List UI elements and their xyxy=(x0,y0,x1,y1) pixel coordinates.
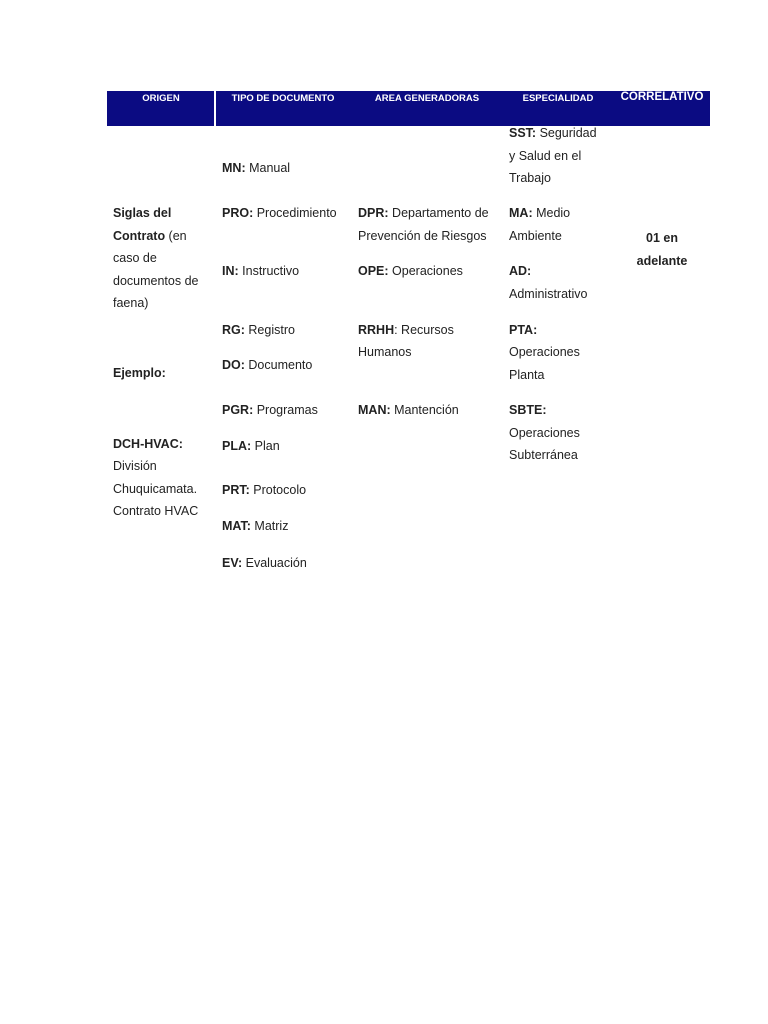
header-especialidad: ESPECIALIDAD xyxy=(522,93,594,104)
header-correlativo: CORRELATIVO xyxy=(620,91,704,103)
origen-siglas-line-4: documentos de xyxy=(113,274,199,288)
tipo-item-procedimiento: PRO: Procedimiento xyxy=(222,206,337,220)
area-item-dpr: DPR: Departamento de xyxy=(358,206,489,220)
tipo-item-evaluacion: EV: Evaluación xyxy=(222,556,307,570)
esp-item-pta: PTA: xyxy=(509,323,538,337)
tipo-item-plan: PLA: Plan xyxy=(222,439,280,453)
area-item-dpr-line-2: Prevención de Riesgos xyxy=(358,229,487,243)
esp-item-sbte-line-3: Subterránea xyxy=(509,448,578,462)
esp-item-sbte-line-2: Operaciones xyxy=(509,426,580,440)
tipo-item-matriz: MAT: Matriz xyxy=(222,519,289,533)
esp-item-ma: MA: Medio xyxy=(509,206,571,220)
header-origen: ORIGEN xyxy=(142,93,180,104)
tipo-item-documento: DO: Documento xyxy=(222,358,313,372)
area-item-rrhh: RRHH: Recursos xyxy=(358,323,454,337)
tipo-item-protocolo: PRT: Protocolo xyxy=(222,483,307,497)
origen-example-line-3: Contrato HVAC xyxy=(113,504,199,518)
origen-siglas-line-2: Contrato (en xyxy=(113,229,187,243)
esp-item-sst-line-2: y Salud en el xyxy=(509,149,582,163)
esp-item-ad-line-2: Administrativo xyxy=(509,287,588,301)
origen-example-line-1: División xyxy=(113,459,157,473)
esp-item-sst-line-3: Trabajo xyxy=(509,171,551,185)
tipo-item-registro: RG: Registro xyxy=(222,323,295,337)
header-tipo-documento: TIPO DE DOCUMENTO xyxy=(231,93,335,104)
correlativo-line-2: adelante xyxy=(636,254,688,268)
area-item-ope: OPE: Operaciones xyxy=(358,264,463,278)
origen-example-code: DCH-HVAC: xyxy=(113,437,183,451)
esp-item-sst: SST: Seguridad xyxy=(509,126,597,140)
correlativo-line-1: 01 en xyxy=(646,231,678,245)
origen-example-line-2: Chuquicamata. xyxy=(113,482,198,496)
origen-ejemplo-label: Ejemplo: xyxy=(113,366,166,380)
tipo-item-manual: MN: Manual xyxy=(222,161,291,175)
esp-item-pta-line-2: Operaciones xyxy=(509,345,580,359)
esp-item-sbte: SBTE: xyxy=(509,403,547,417)
origen-siglas-line-5: faena) xyxy=(113,296,149,310)
tipo-item-instructivo: IN: Instructivo xyxy=(222,264,300,278)
tipo-item-programas: PGR: Programas xyxy=(222,403,318,417)
origen-siglas-line-1: Siglas del xyxy=(113,206,172,220)
esp-item-ad: AD: xyxy=(509,264,532,278)
area-item-rrhh-line-2: Humanos xyxy=(358,345,412,359)
origen-siglas-line-3: caso de xyxy=(113,251,157,265)
esp-item-pta-line-3: Planta xyxy=(509,368,545,382)
esp-item-ma-line-2: Ambiente xyxy=(509,229,562,243)
header-area-generadoras: AREA GENERADORAS xyxy=(374,93,480,104)
area-item-man: MAN: Mantención xyxy=(358,403,459,417)
